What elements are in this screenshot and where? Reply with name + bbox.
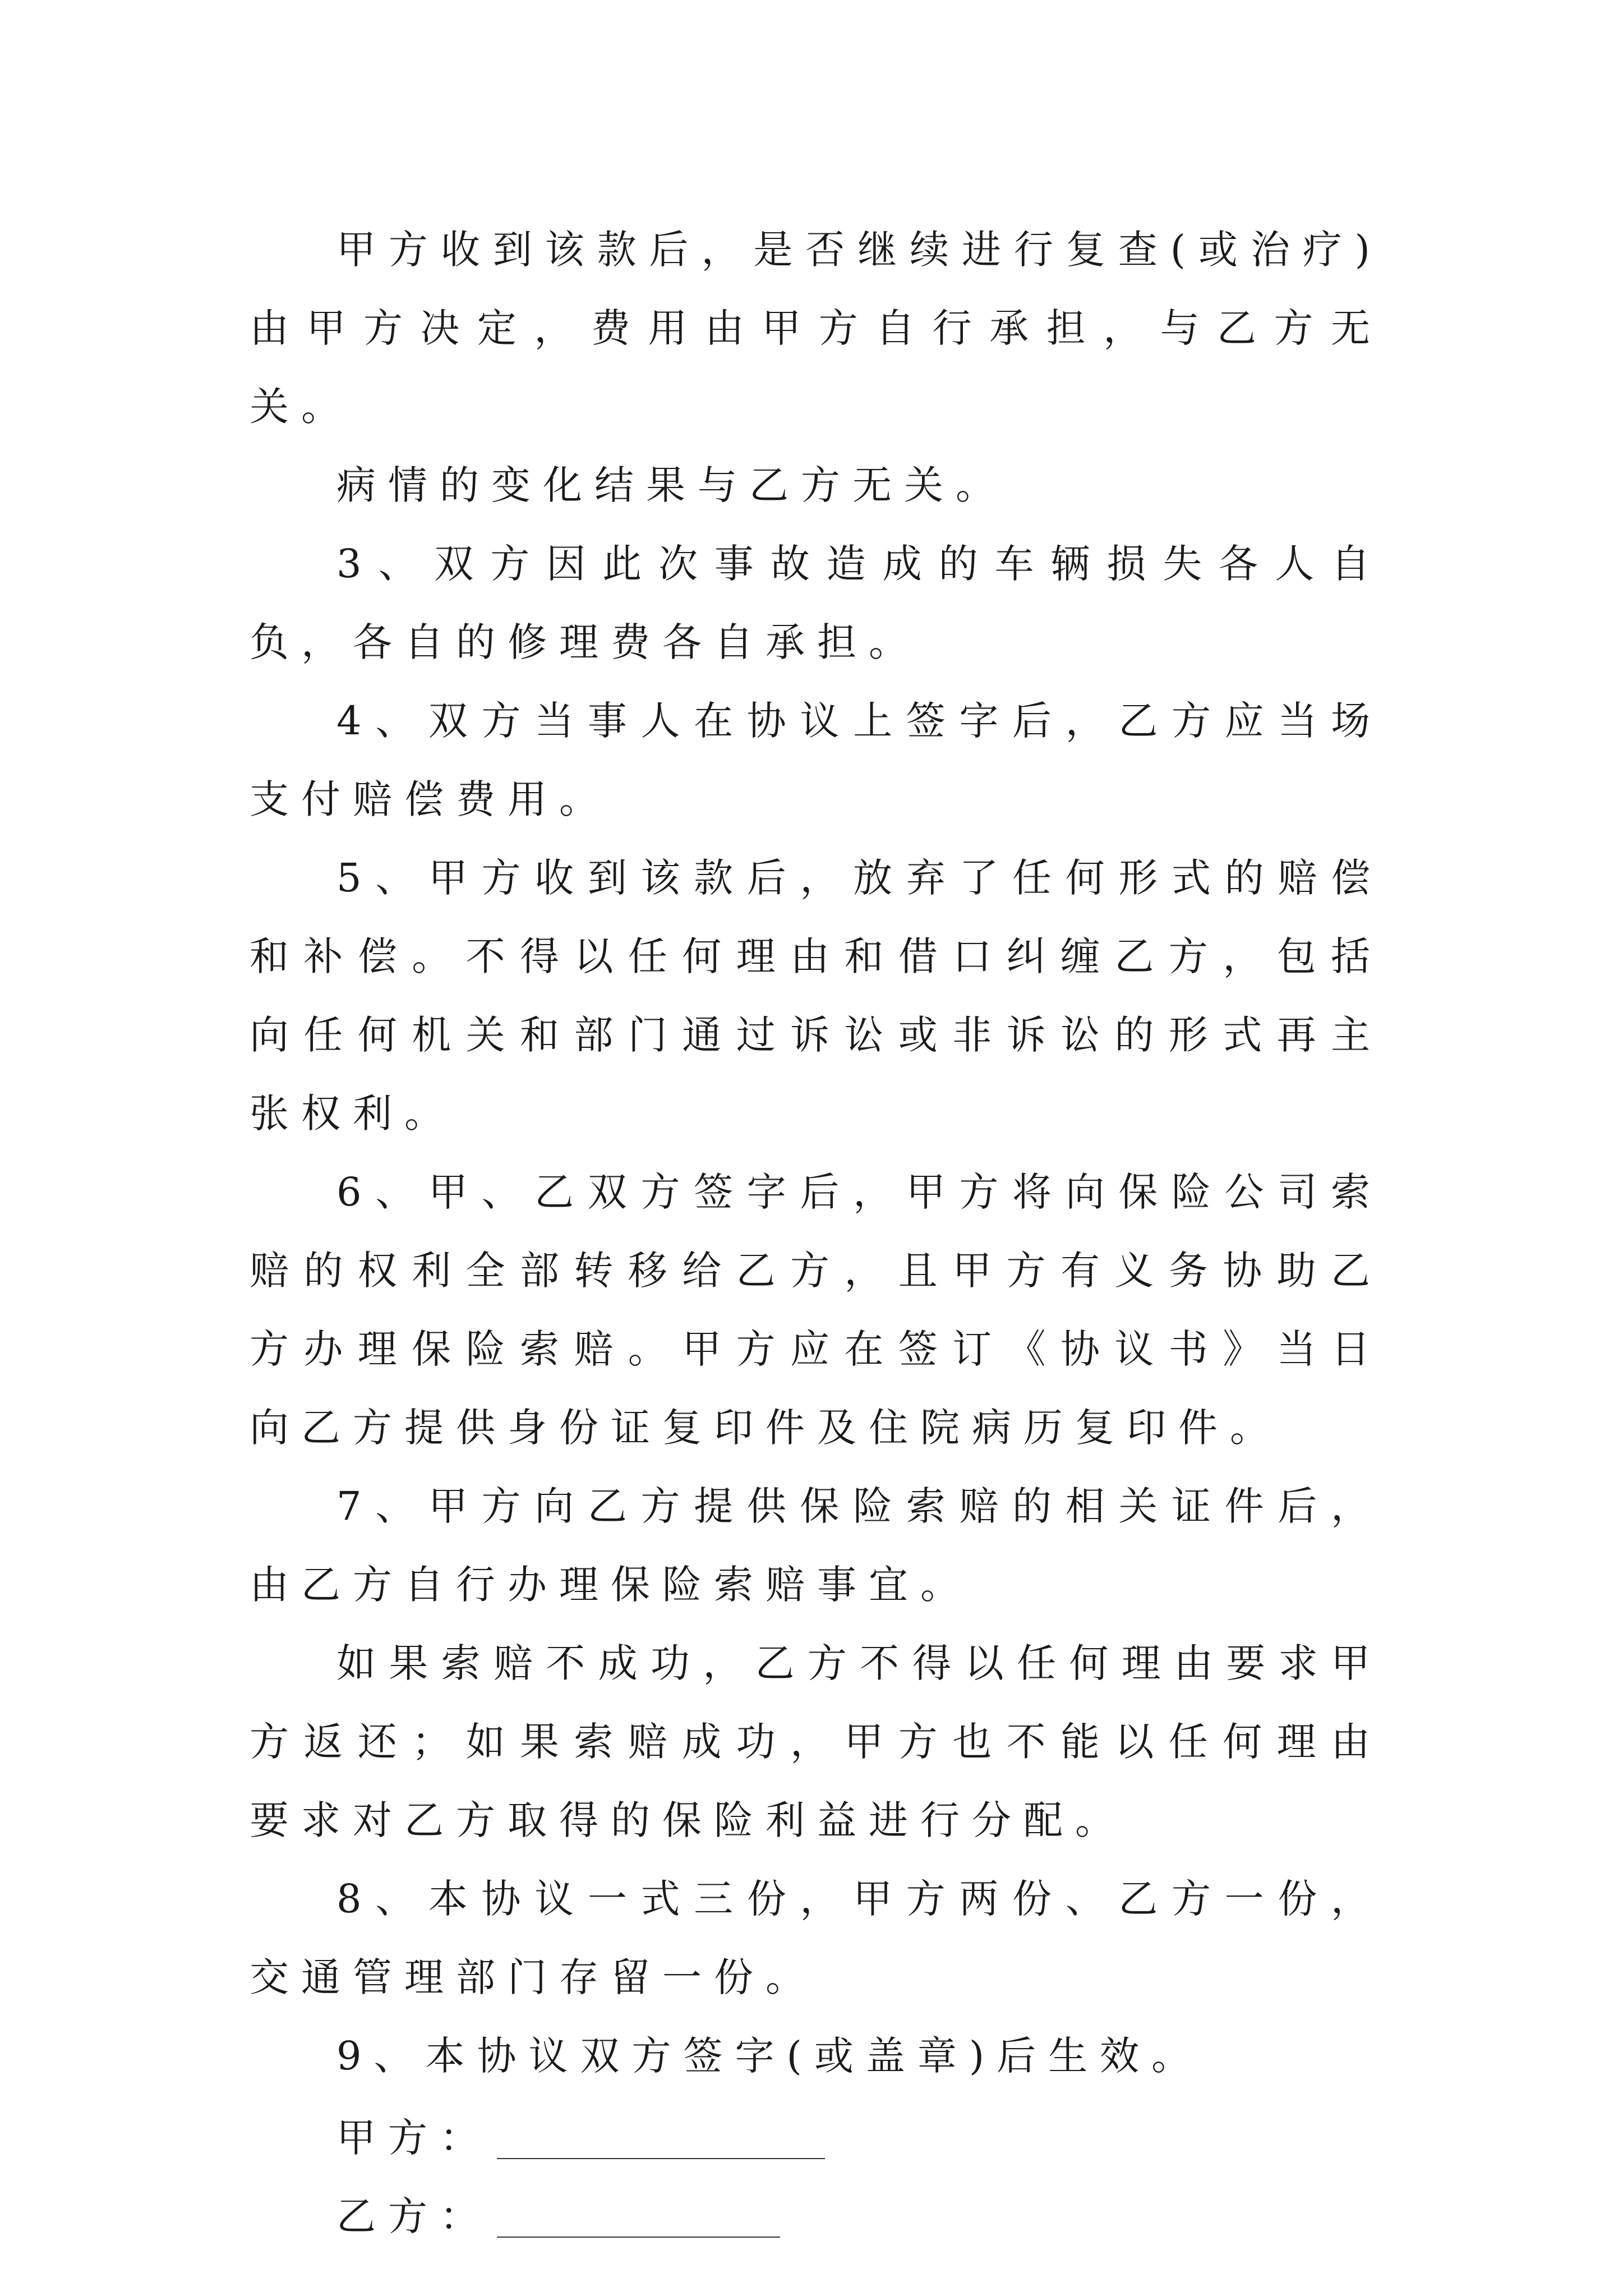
paragraph-claim-outcome: 如果索赔不成功，乙方不得以任何理由要求甲方返还；如果索赔成功，甲方也不能以任何理由要求对乙方取得的保险利益进行分配。 (250, 1640, 1382, 1843)
signature-party-a-blank[interactable] (497, 2119, 825, 2159)
paragraph-condition-change: 病情的变化结果与乙方无关。 (336, 462, 1007, 508)
paragraph-review-cost: 甲方收到该款后，是否继续进行复查(或治疗)由甲方决定，费用由甲方自行承担，与乙方无关。 (250, 227, 1382, 430)
clause-4: 4、双方当事人在协议上签字后，乙方应当场支付赔偿费用。 (250, 698, 1382, 822)
document-body (250, 210, 1382, 2252)
signature-party-b (250, 2174, 1382, 2252)
clause-9: 9、本协议双方签字(或盖章)后生效。 (336, 2033, 1204, 2079)
clause-3: 3、双方因此次事故造成的车辆损失各人自负，各自的修理费各自承担。 (250, 541, 1382, 665)
clause-5: 5、甲方收到该款后，放弃了任何形式的赔偿和补偿。不得以任何理由和借口纠缠乙方，包括向任何机关和部门通过诉讼或非诉讼的形式再主张权利。 (250, 855, 1382, 1137)
signature-party-b-label: 乙方： (336, 2193, 491, 2239)
signature-party-b-blank[interactable] (497, 2197, 780, 2238)
clause-8: 8、本协议一式三份，甲方两份、乙方一份，交通管理部门存留一份。 (250, 1876, 1382, 2000)
signature-party-a-label: 甲方： (336, 2114, 491, 2161)
clause-7: 7、甲方向乙方提供保险索赔的相关证件后，由乙方自行办理保险索赔事宜。 (250, 1483, 1382, 1608)
clause-6: 6、甲、乙双方签字后，甲方将向保险公司索赔的权利全部转移给乙方，且甲方有义务协助乙方办理保险索赔。甲方应在签订《协议书》当日向乙方提供身份证复印件及住院病历复印件。 (250, 1169, 1382, 1451)
signature-party-a (250, 2095, 1382, 2174)
